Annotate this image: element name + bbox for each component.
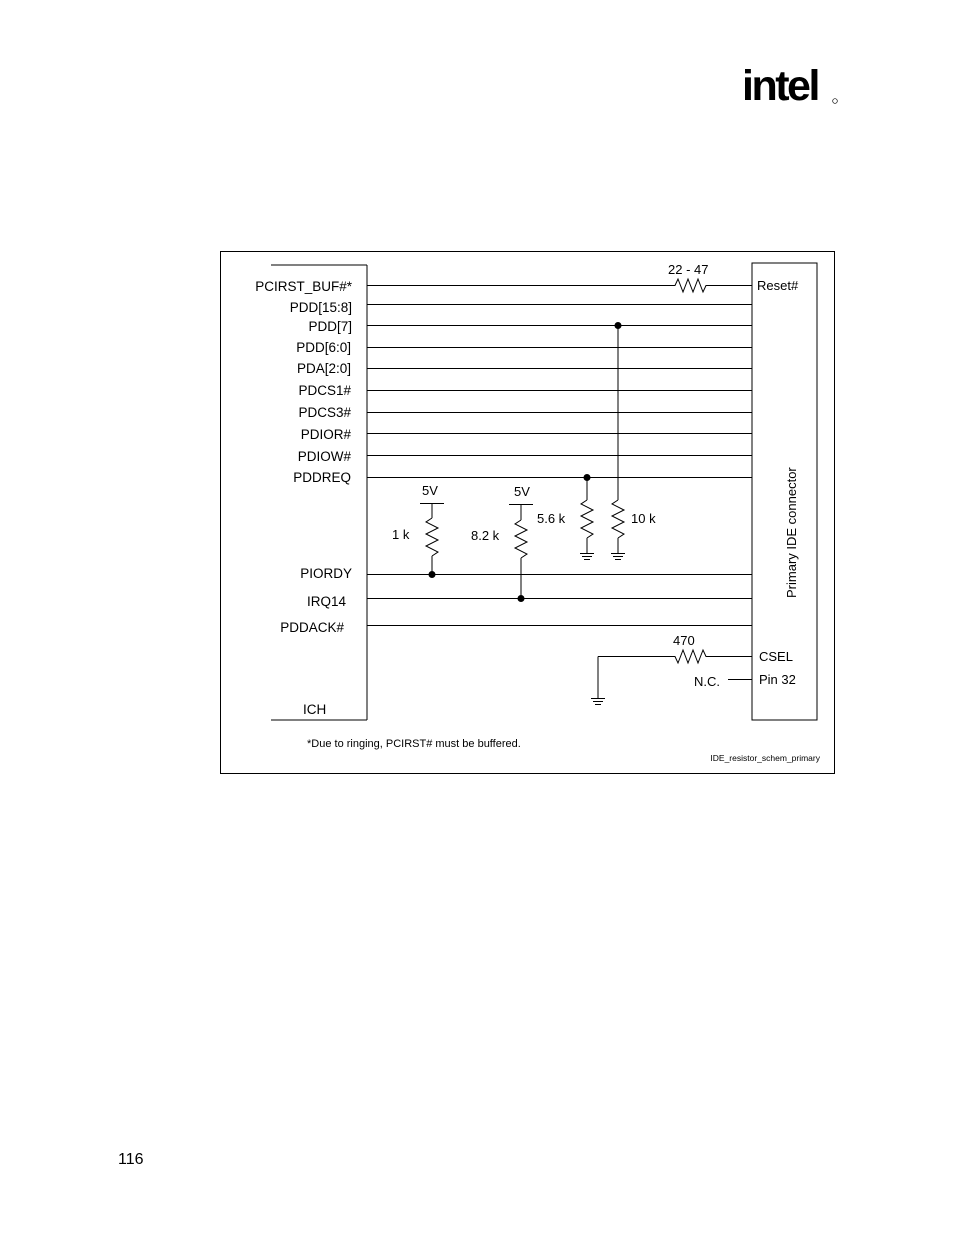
signal-label: PDCS1#	[298, 383, 351, 398]
figure-id: IDE_resistor_schem_primary	[710, 753, 820, 763]
signal-label: PDA[2:0]	[296, 361, 351, 376]
signal-label: PDD[6:0]	[296, 340, 351, 355]
intel-logo-text: intel	[742, 62, 818, 110]
ich-label: ICH	[303, 702, 327, 717]
pullup-1k-supply: 5V	[422, 483, 438, 498]
pullup-1k	[420, 504, 444, 578]
signal-label: PCIRST_BUF#*	[255, 279, 352, 294]
pullup-8-2k-value: 8.2 k	[471, 528, 500, 543]
pullup-1k-value: 1 k	[392, 527, 410, 542]
signal-label: PIORDY	[300, 566, 352, 581]
signal-label: PDIOW#	[297, 449, 351, 464]
signal-label: PDDREQ	[293, 470, 351, 485]
registered-mark-icon	[833, 99, 838, 104]
reset-resistor-value: 22 - 47	[668, 262, 709, 277]
csel-label: CSEL	[759, 649, 793, 664]
intel-logo	[740, 58, 840, 118]
pulldown-5-6k-value: 5.6 k	[537, 511, 566, 526]
pulldown-10k-value: 10 k	[631, 511, 656, 526]
connector-label: Primary IDE connector	[784, 467, 799, 598]
csel-resistor-value: 470	[673, 633, 695, 648]
pullup-8-2k-supply: 5V	[514, 484, 530, 499]
signal-labels	[255, 279, 353, 635]
page-number: 116	[118, 1151, 144, 1168]
nc-label: N.C.	[694, 674, 720, 689]
pin32-label: Pin 32	[759, 672, 796, 687]
signal-label: PDDACK#	[280, 620, 344, 635]
pulldown-5-6k	[580, 475, 594, 560]
footnote: *Due to ringing, PCIRST# must be buffered.	[307, 738, 521, 750]
pullup-8-2k	[509, 505, 533, 602]
signal-label: PDD[15:8]	[289, 300, 352, 315]
reset-label: Reset#	[757, 278, 799, 293]
pulldown-10k	[611, 323, 625, 560]
signal-label: PDD[7]	[308, 319, 352, 334]
signal-label: PDIOR#	[300, 427, 351, 442]
reset-resistor	[669, 279, 709, 292]
signal-wires	[367, 286, 752, 626]
signal-label: PDCS3#	[298, 405, 351, 420]
csel-resistor	[591, 650, 752, 705]
signal-label: IRQ14	[306, 594, 346, 609]
ide-resistor-schematic	[219, 250, 836, 775]
